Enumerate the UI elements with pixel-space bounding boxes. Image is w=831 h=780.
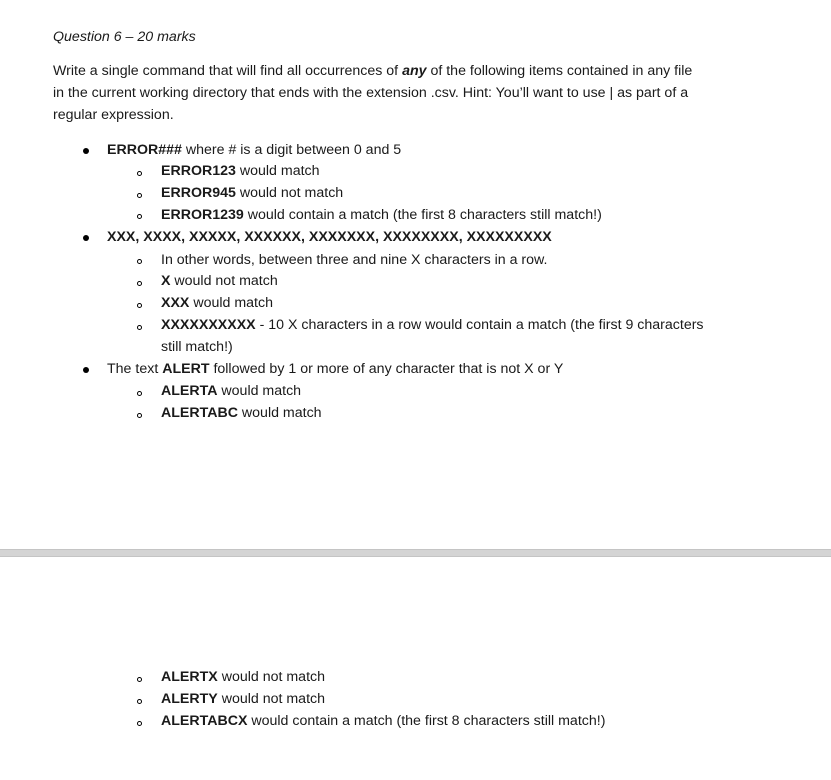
sub-bullet-icon	[137, 193, 142, 198]
list-item-error-pattern: ERROR### where # is a digit between 0 and 5	[107, 142, 402, 158]
sub-item: X would not match	[161, 273, 278, 289]
page-break-divider	[0, 549, 831, 557]
intro-line-2: in the current working directory that ends with the extension .csv. Hint: You’ll want to use | as part of a	[53, 85, 689, 101]
sub-bullet-icon	[137, 214, 142, 219]
sub-item: ALERTABCX would contain a match (the first 8 characters still match!)	[161, 713, 606, 729]
sub-item-continuation: still match!)	[161, 339, 233, 355]
sub-item: ERROR1239 would contain a match (the first 8 characters still match!)	[161, 207, 602, 223]
sub-item: ERROR123 would match	[161, 163, 320, 179]
sub-item: ALERTX would not match	[161, 669, 326, 685]
sub-item: ALERTA would match	[161, 383, 302, 399]
emphasis-any: any	[402, 63, 427, 79]
sub-bullet-icon	[137, 699, 142, 704]
sub-item: ALERTY would not match	[161, 691, 326, 707]
bullet-icon	[83, 235, 89, 241]
sub-item: ERROR945 would not match	[161, 185, 344, 201]
sub-item: ALERTABC would match	[161, 405, 322, 421]
list-item-x-pattern: XXX, XXXX, XXXXX, XXXXXX, XXXXXXX, XXXXXXXX, XXXXXXXXX	[107, 229, 552, 245]
sub-item: In other words, between three and nine X characters in a row.	[161, 252, 548, 268]
document-page-bottom	[0, 557, 831, 780]
question-heading: Question 6 – 20 marks	[53, 29, 196, 45]
list-item-alert-pattern: The text ALERT followed by 1 or more of any character that is not X or Y	[107, 361, 564, 377]
bullet-icon	[83, 148, 89, 154]
bullet-icon	[83, 367, 89, 373]
intro-line-1: Write a single command that will find all occurrences of any of the following items contained in any file	[53, 63, 693, 79]
sub-bullet-icon	[137, 677, 142, 682]
intro-line-3: regular expression.	[53, 107, 174, 123]
sub-item: XXXXXXXXXX - 10 X characters in a row would contain a match (the first 9 characters	[161, 317, 704, 333]
sub-bullet-icon	[137, 259, 142, 264]
sub-bullet-icon	[137, 721, 142, 726]
sub-bullet-icon	[137, 171, 142, 176]
sub-bullet-icon	[137, 325, 142, 330]
sub-bullet-icon	[137, 303, 142, 308]
sub-bullet-icon	[137, 391, 142, 396]
sub-bullet-icon	[137, 413, 142, 418]
sub-bullet-icon	[137, 281, 142, 286]
sub-item: XXX would match	[161, 295, 273, 311]
